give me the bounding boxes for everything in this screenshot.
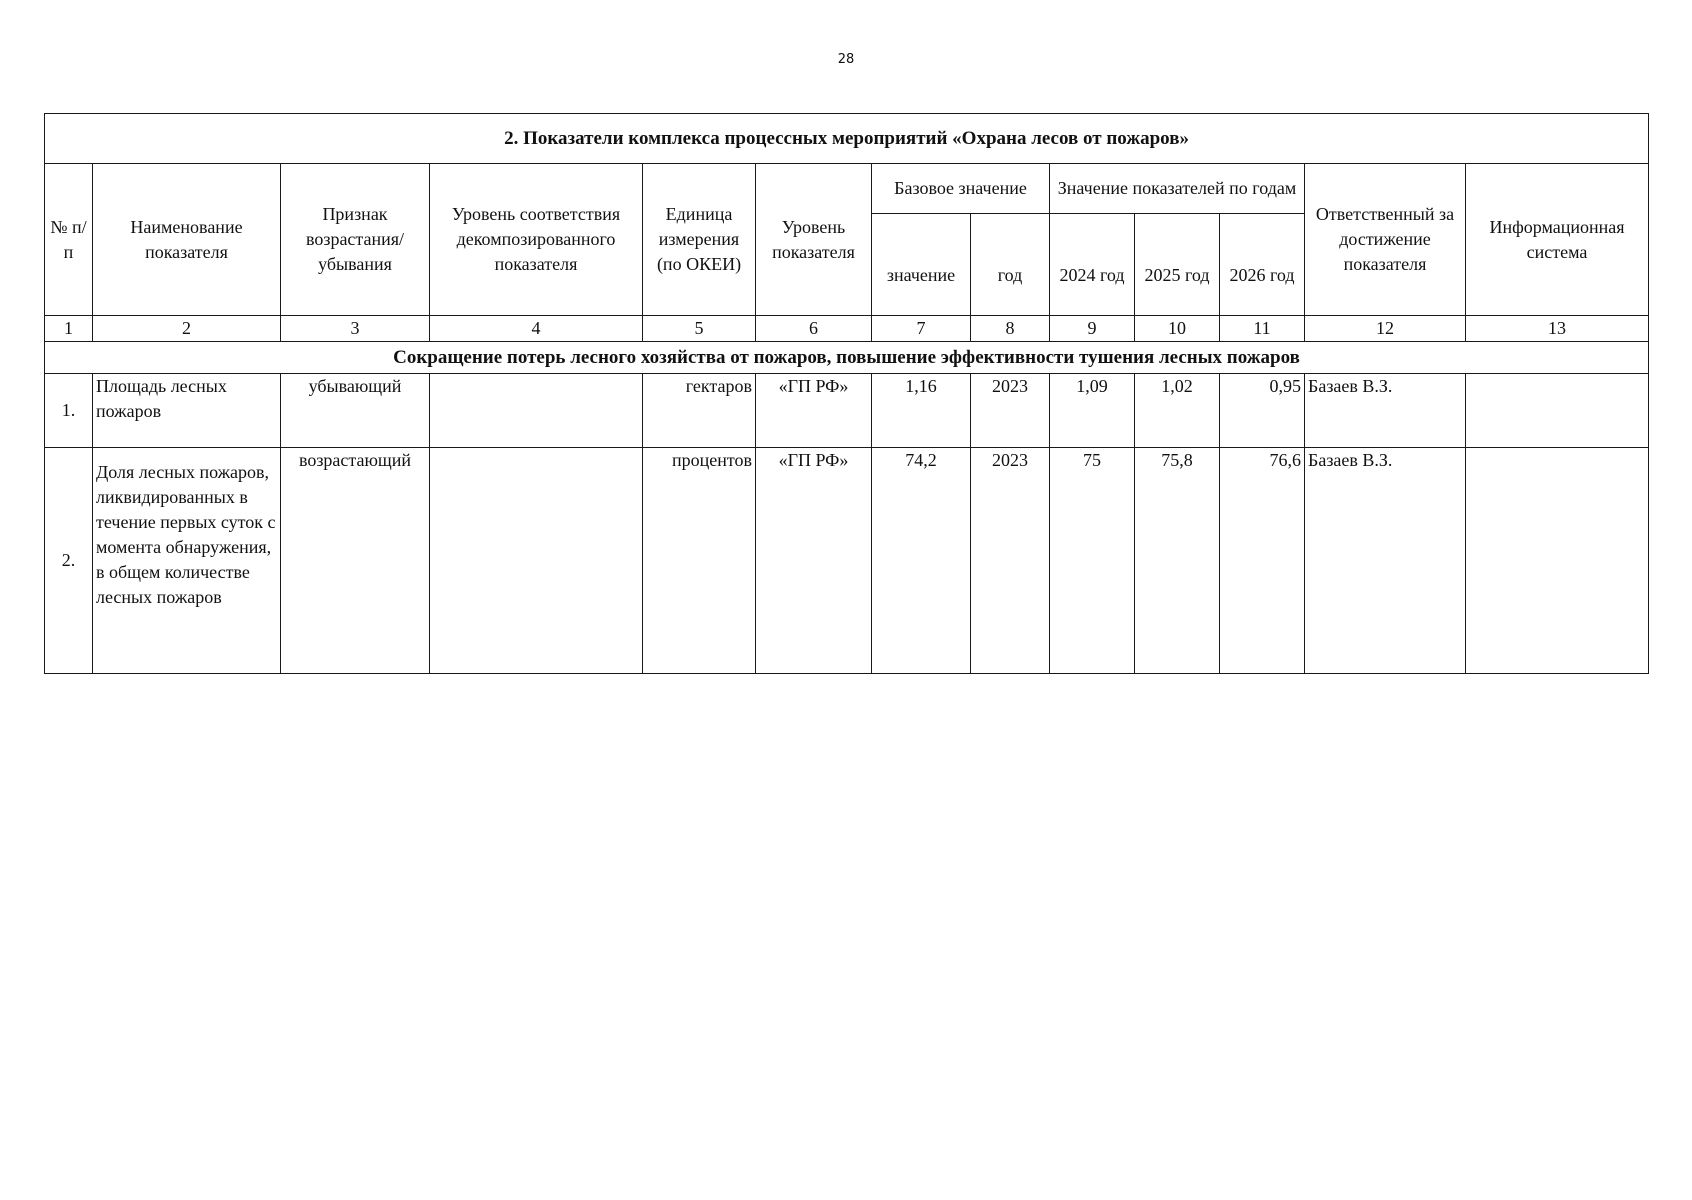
value-2025: 1,02 (1135, 374, 1220, 448)
indicator-level: «ГП РФ» (756, 448, 872, 674)
header-responsible: Ответственный за достижение показателя (1305, 164, 1466, 316)
header-base-group: Базовое значение (872, 164, 1050, 214)
column-number: 13 (1466, 316, 1649, 342)
header-row-1 (45, 164, 1649, 214)
column-number: 4 (430, 316, 643, 342)
indicator-sign: убывающий (281, 374, 430, 448)
base-value: 1,16 (872, 374, 971, 448)
column-number: 2 (93, 316, 281, 342)
section-title: Сокращение потерь лесного хозяйства от пожаров, повышение эффективности тушения лесных пожаров (45, 342, 1649, 374)
header-info-system: Информационная система (1466, 164, 1649, 316)
header-sign: Признак возрастания/ убывания (281, 164, 430, 316)
header-2024: 2024 год (1050, 214, 1135, 316)
row-number: 1. (45, 374, 93, 448)
value-2024: 75 (1050, 448, 1135, 674)
column-number: 1 (45, 316, 93, 342)
column-number: 11 (1220, 316, 1305, 342)
column-number: 6 (756, 316, 872, 342)
value-2024: 1,09 (1050, 374, 1135, 448)
unit: процентов (643, 448, 756, 674)
header-level-correspondence: Уровень соответствия декомпозированного показателя (430, 164, 643, 316)
section-row (45, 342, 1649, 374)
column-number: 10 (1135, 316, 1220, 342)
column-number: 9 (1050, 316, 1135, 342)
column-number: 3 (281, 316, 430, 342)
base-year: 2023 (971, 374, 1050, 448)
column-number: 7 (872, 316, 971, 342)
header-num: № п/п (45, 164, 93, 316)
page-number: 28 (837, 52, 855, 67)
header-name: Наименование показателя (93, 164, 281, 316)
info-system (1466, 374, 1649, 448)
column-number-row (45, 316, 1649, 342)
base-year: 2023 (971, 448, 1050, 674)
unit: гектаров (643, 374, 756, 448)
table-title: 2. Показатели комплекса процессных мероприятий «Охрана лесов от пожаров» (45, 114, 1649, 164)
responsible: Базаев В.З. (1305, 374, 1466, 448)
header-base-value: значение (872, 214, 971, 316)
value-2026: 76,6 (1220, 448, 1305, 674)
level-correspondence (430, 374, 643, 448)
table-row (45, 448, 1649, 674)
header-2025: 2025 год (1135, 214, 1220, 316)
indicator-name: Доля лесных пожаров, ликвидированных в течение первых суток с момента обнаружения, в общем количестве лесных пожаров (93, 448, 281, 674)
header-unit: Единица измерения (по ОКЕИ) (643, 164, 756, 316)
header-level: Уровень показателя (756, 164, 872, 316)
value-2025: 75,8 (1135, 448, 1220, 674)
base-value: 74,2 (872, 448, 971, 674)
title-row (45, 114, 1649, 164)
header-2026: 2026 год (1220, 214, 1305, 316)
level-correspondence (430, 448, 643, 674)
indicator-sign: возрастающий (281, 448, 430, 674)
table-row (45, 374, 1649, 448)
column-number: 12 (1305, 316, 1466, 342)
indicators-table (44, 113, 1649, 674)
column-number: 5 (643, 316, 756, 342)
header-base-year: год (971, 214, 1050, 316)
value-2026: 0,95 (1220, 374, 1305, 448)
info-system (1466, 448, 1649, 674)
responsible: Базаев В.З. (1305, 448, 1466, 674)
indicator-level: «ГП РФ» (756, 374, 872, 448)
indicator-name: Площадь лесных пожаров (93, 374, 281, 448)
header-years-group: Значение показателей по годам (1050, 164, 1305, 214)
row-number: 2. (45, 448, 93, 674)
column-number: 8 (971, 316, 1050, 342)
